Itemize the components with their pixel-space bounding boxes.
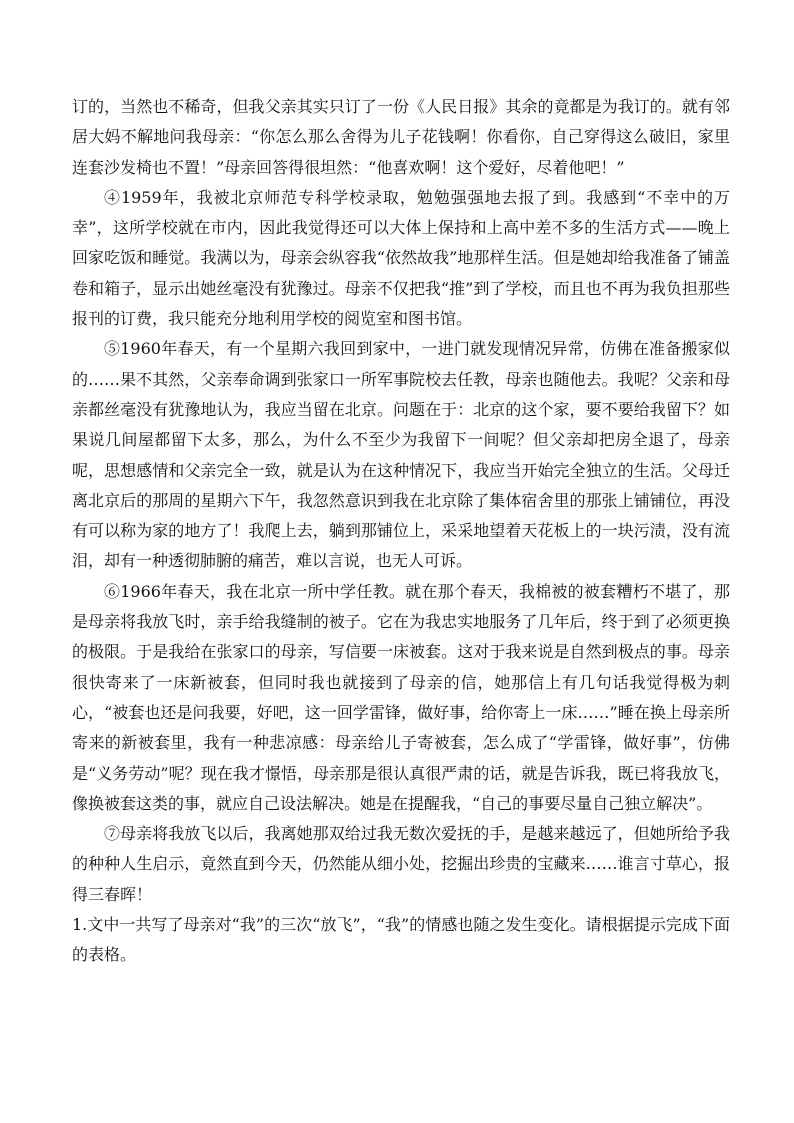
paragraph-7: ⑦母亲将我放飞以后，我离她那双给过我无数次爱抚的手，是越来越远了，但她所给予我的种种人生启示，竟然直到今天，仍然能从细小处，挖掘出珍贵的宝藏来……谁言寸草心，报得三春晖！ <box>72 824 730 904</box>
paragraph-4: ④1959年，我被北京师范专科学校录取，勉勉强强地去报了到。我感到“不幸中的万幸”，这所学校就在市内，因此我觉得还可以大体上保持和上高中差不多的生活方式——晚上回家吃饭和睡觉。我满以为，母亲会纵容我“依然故我”地那样生活。但是她却给我准备了铺盖卷和箱子，显示出她丝毫没有犹豫过。母亲不仅把我“推”到了学校，而且也不再为我负担那些报刊的订费，我只能充分地利用学校的阅览室和图书馆。 <box>72 187 730 329</box>
question-1: 1.文中一共写了母亲对“我”的三次“放飞”，“我”的情感也随之发生变化。请根据提示完成下面的表格。 <box>72 915 730 965</box>
paragraph-5: ⑤1960年春天，有一个星期六我回到家中，一进门就发现情况异常，仿佛在准备搬家似的……果不其然，父亲奉命调到张家口一所军事院校去任教，母亲也随他去。我呢？父亲和母亲都丝毫没有犹豫地认为，我应当留在北京。问题在于：北京的这个家，要不要给我留下？如果说几间屋都留下太多，那么，为什么不至少为我留下一间呢？但父亲却把房全退了，母亲呢，思想感情和父亲完全一致，就是认为在这种情况下，我应当开始完全独立的生活。父母迁离北京后的那周的星期六下午，我忽然意识到我在北京除了集体宿舍里的那张上铺铺位，再没有可以称为家的地方了！我爬上去，躺到那铺位上，采采地望着天花板上的一块污渍，没有流泪，却有一种透彻肺腑的痛苦，难以言说，也无人可诉。 <box>72 339 730 571</box>
paragraph-continuation: 订的，当然也不稀奇，但我父亲其实只订了一份《人民日报》其余的竟都是为我订的。就有邻居大妈不解地问我母亲：“你怎么那么舍得为儿子花钱啊！你看你，自己穿得这么破旧，家里连套沙发椅也不置！”母亲回答得很坦然：“他喜欢啊！这个爱好，尽着他吧！” <box>72 97 730 177</box>
document-body <box>72 92 730 971</box>
paragraph-6: ⑥1966年春天，我在北京一所中学任教。就在那个春天，我棉被的被套糟朽不堪了，那是母亲将我放飞时，亲手给我缝制的被子。它在为我忠实地服务了几年后，终于到了必须更换的极限。于是我给在张家口的母亲，写信要一床被套。这对于我来说是自然到极点的事。母亲很快寄来了一床新被套，但同时我也就接到了母亲的信，她那信上有几句话我觉得极为刺心，“被套也还是问我要，好吧，这一回学雷锋，做好事，给你寄上一床……”睡在换上母亲所寄来的新被套里，我有一种悲凉感：母亲给儿子寄被套，怎么成了“学雷锋，做好事”，仿佛是“义务劳动”呢？现在我才憬悟，母亲那是很认真很严肃的话，就是告诉我，既已将我放飞，像换被套这类的事，就应自己设法解决。她是在提醒我，“自己的事要尽量自己独立解决”。 <box>72 581 730 813</box>
